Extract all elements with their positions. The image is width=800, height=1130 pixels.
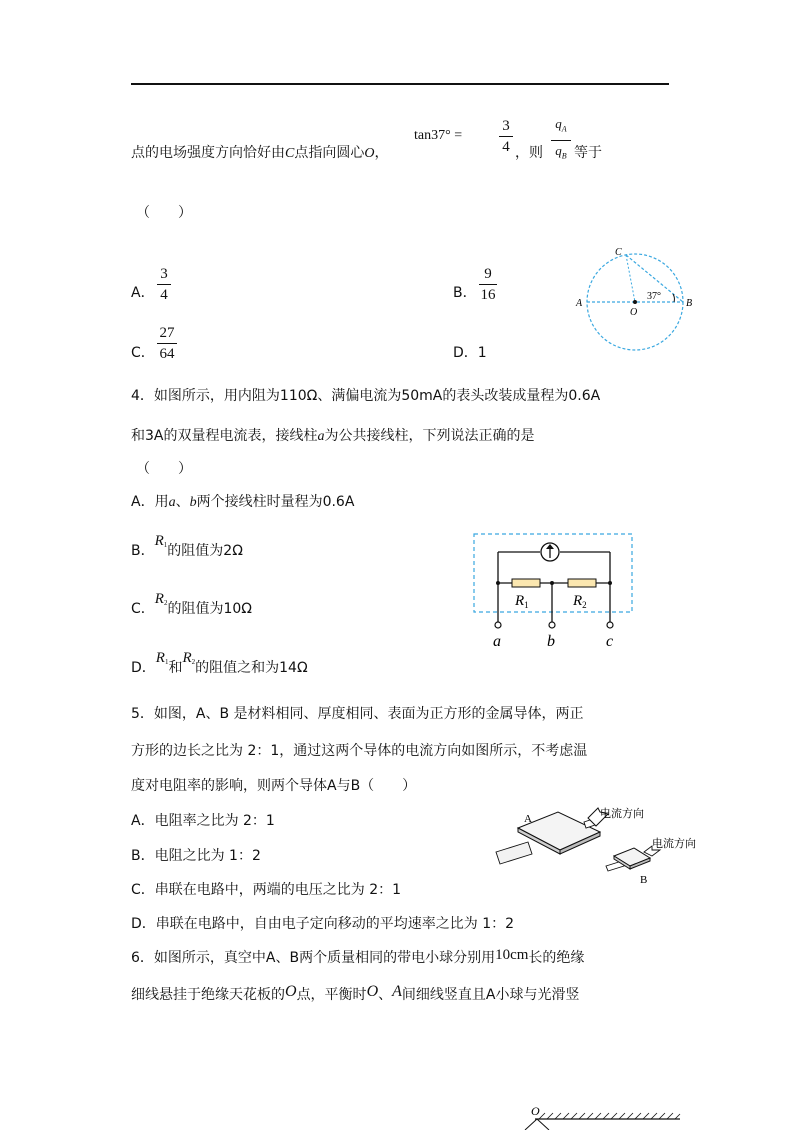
terminal-b <box>549 622 555 628</box>
resistor-r1 <box>512 579 540 587</box>
label-r1: $R_1$ <box>515 593 529 610</box>
q5-option-b[interactable]: B．电阻之比为 1：2 <box>131 848 261 864</box>
q5-stem-line1: 5．如图，A、B 是材料相同、厚度相同、表面为正方形的金属导体，两正 <box>131 706 584 722</box>
conductors-figure <box>488 798 718 888</box>
resistor-r2 <box>568 579 596 587</box>
q4-answer-paren: （ ） <box>136 461 192 477</box>
terminal-label-b: b <box>547 633 555 650</box>
q3-option-c-value: 27 64 <box>157 325 177 362</box>
q6-stem-line1: 6．如图所示，真空中A、B两个质量相同的带电小球分别用10cm长的绝缘 <box>131 947 585 966</box>
center-point <box>633 300 637 304</box>
q4-stem-line2: 和3A的双量程电流表，接线柱a为公共接线柱，下列说法正确的是 <box>131 428 535 444</box>
q5-option-c[interactable]: C．串联在电路中，两端的电压之比为 2：1 <box>131 882 402 898</box>
q4-option-d[interactable]: D．$R_1$和$R_2$的阻值之和为14Ω <box>131 650 308 676</box>
label-b: B <box>640 874 648 886</box>
q5-option-d[interactable]: D．串联在电路中，自由电子定向移动的平均速率之比为 1：2 <box>131 916 515 932</box>
q4-option-c[interactable]: C．$R_2$的阻值为10Ω <box>131 591 252 617</box>
terminal-label-a: a <box>493 633 501 650</box>
q3-option-a-value: 3 4 <box>157 266 171 303</box>
header-rule <box>131 83 669 85</box>
angle-label: 37° <box>647 291 661 302</box>
label-r2: $R_2$ <box>573 593 587 610</box>
current-direction-label-2: 电流方向 <box>652 838 696 850</box>
ammeter-circuit-figure <box>470 530 640 655</box>
q4-stem-line1: 4．如图所示，用内阻为110Ω、满偏电流为50mA的表头改装成量程为0.6A <box>131 388 601 404</box>
q3-answer-paren: （ ） <box>136 205 192 221</box>
label-a: A <box>576 298 583 309</box>
q3-option-b-letter[interactable]: B． <box>453 285 477 301</box>
label-o: O <box>531 1104 540 1118</box>
then-text: ，则 <box>515 145 543 161</box>
tan-label: tan37° = <box>414 128 463 143</box>
q5-stem-line3: 度对电阻率的影响，则两个导体A与B（ ） <box>131 778 417 794</box>
terminal-a <box>495 622 501 628</box>
equals-text: 等于 <box>574 145 602 161</box>
q5-option-a[interactable]: A．电阻率之比为 2：1 <box>131 813 275 829</box>
tan-fraction: 3 4 <box>499 118 513 155</box>
label-a: A <box>524 813 532 825</box>
terminal-c <box>607 622 613 628</box>
q3-option-d[interactable]: D．1 <box>453 345 487 361</box>
q3-option-c-letter[interactable]: C． <box>131 345 155 361</box>
q4-option-a[interactable]: A．用a、b两个接线柱时量程为0.6A <box>131 494 355 510</box>
current-direction-label-1: 电流方向 <box>600 808 644 820</box>
label-b: B <box>686 298 693 309</box>
ceiling-figure <box>515 1102 685 1130</box>
qa-over-qb: $q_A$ $q_B$ <box>551 116 571 164</box>
q3-option-a-letter[interactable]: A． <box>131 285 155 301</box>
q3-stem-line: 点的电场强度方向恰好由C点指向圆心O， <box>131 145 389 161</box>
terminal-label-c: c <box>606 633 614 650</box>
circle-figure <box>570 245 700 355</box>
q5-stem-line2: 方形的边长之比为 2：1，通过这两个导体的电流方向如图所示，不考虑温 <box>131 743 588 759</box>
q6-stem-line2: 细线悬挂于绝缘天花板的O点，平衡时O、A间细线竖直且A小球与光滑竖 <box>131 983 580 1003</box>
q3-option-b-value: 9 16 <box>480 266 496 303</box>
label-o: O <box>630 307 638 318</box>
q4-option-b[interactable]: B．$R_1$的阻值为2Ω <box>131 533 243 559</box>
label-c: C <box>615 247 622 258</box>
